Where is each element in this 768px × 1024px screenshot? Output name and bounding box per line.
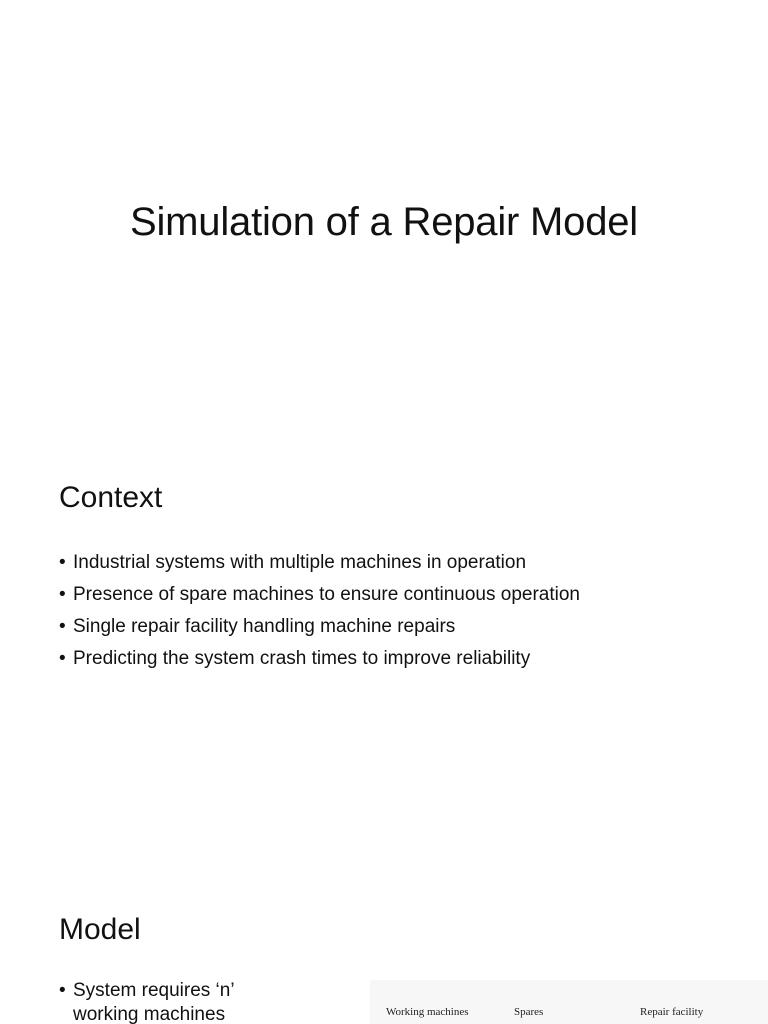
slide-title [0, 0, 768, 432]
diagram-label-working-machines: Working machines [386, 1006, 469, 1018]
bullet-item: • Presence of spare machines to ensure continuous operation [59, 579, 580, 611]
context-heading: Context [59, 481, 163, 514]
slide-context [0, 432, 768, 864]
bullet-item: • Industrial systems with multiple machines in operation [59, 547, 580, 579]
slide-model [0, 864, 768, 1024]
bullet-item: • System requires ‘n’ working machines [59, 979, 273, 1024]
bullet-item: • Predicting the system crash times to improve reliability [59, 643, 580, 675]
model-bullet-list [59, 979, 273, 1024]
slide-title-text: Simulation of a Repair Model [130, 200, 638, 244]
repair-model-diagram [370, 980, 768, 1024]
diagram-label-spares: Spares [514, 1006, 544, 1018]
model-heading: Model [59, 913, 141, 946]
context-bullet-list [59, 547, 580, 675]
diagram-label-repair-facility: Repair facility [640, 1006, 704, 1018]
bullet-item: • Single repair facility handling machine repairs [59, 611, 580, 643]
